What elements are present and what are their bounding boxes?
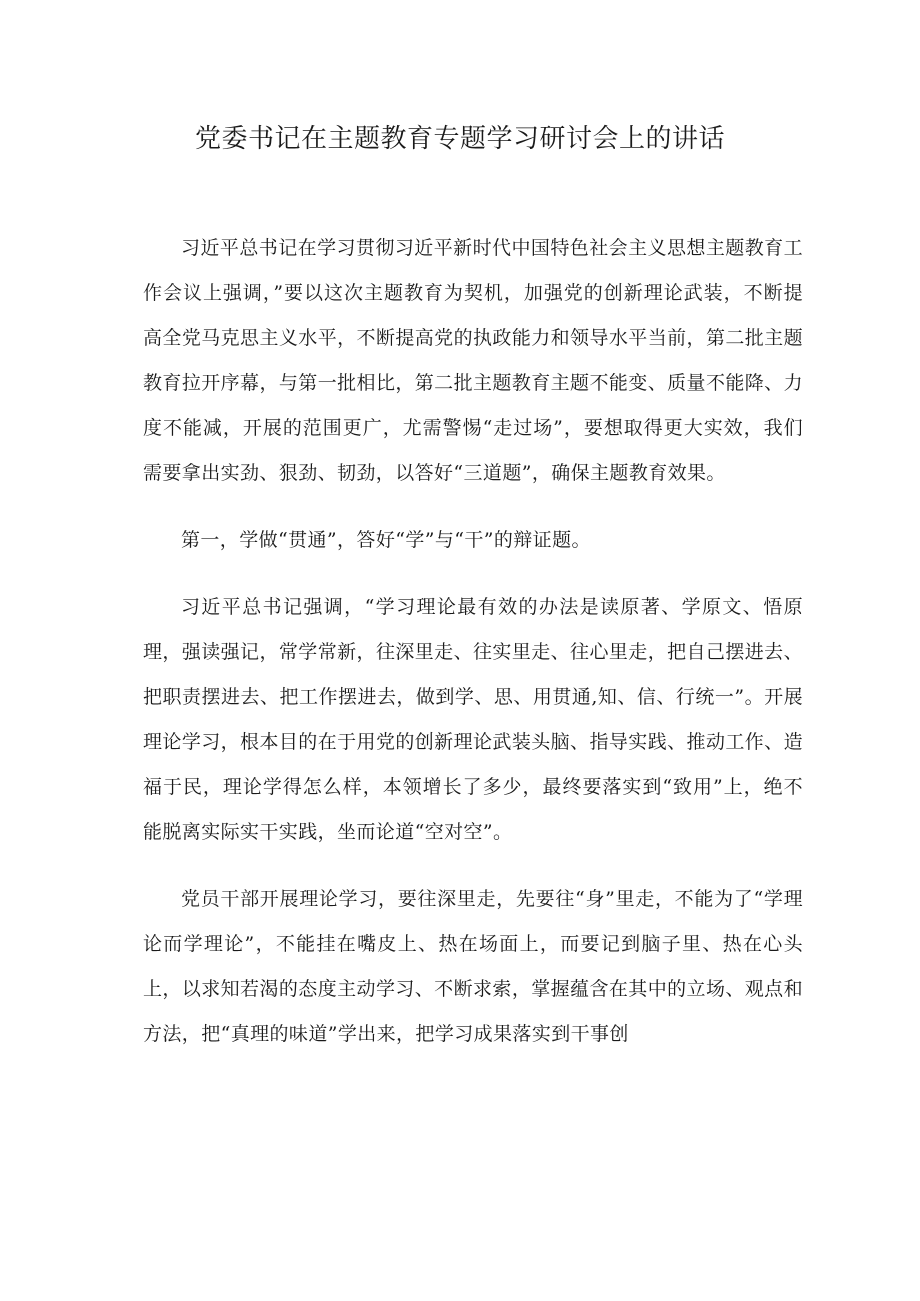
paragraph-cadre-study: 党员干部开展理论学习，要往深里走，先要往“身”里走，不能为了“学理论而学理论”，不能挂在嘴皮上、热在场面上，而要记到脑子里、热在心头上，以求知若渴的态度主动学习、不断求索，掌握蕴含在其中的立场、观点和方法，把“真理的味道”学出来，把学习成果落实到干事创 xyxy=(143,888,803,1045)
document-title: 党委书记在主题教育专题学习研讨会上的讲话 xyxy=(194,124,725,154)
paragraph-intro: 习近平总书记在学习贯彻习近平新时代中国特色社会主义思想主题教育工作会议上强调，”要以这次主题教育为契机，加强党的创新理论武装，不断提高全党马克思主义水平，不断提高党的执政能力和领导水平当前，第二批主题教育拉开序幕，与第一批相比，第二批主题教育主题不能变、质量不能降、力度不能减，开展的范围更广，尤需警惕“走过场”，要想取得更大实效，我们需要拿出实劲、狠劲、韧劲，以答好“三道题”，确保主题教育效果。 xyxy=(143,237,803,484)
paragraph-section-heading: 第一，学做“贯通”，答好“学”与“干”的辩证题。 xyxy=(181,529,591,551)
paragraph-quote: 习近平总书记强调，“学习理论最有效的办法是读原著、学原文、悟原理，强读强记，常学常新，往深里走、往实里走、往心里走，把自己摆进去、把职责摆进去、把工作摆进去，做到学、思、用贯通,知、信、行统一”。开展理论学习，根本目的在于用党的创新理论武装头脑、指导实践、推动工作、造福于民，理论学得怎么样，本领增长了多少，最终要落实到“致用”上，绝不能脱离实际实干实践，坐而论道“空对空”。 xyxy=(143,596,803,843)
document-body xyxy=(143,226,803,1079)
